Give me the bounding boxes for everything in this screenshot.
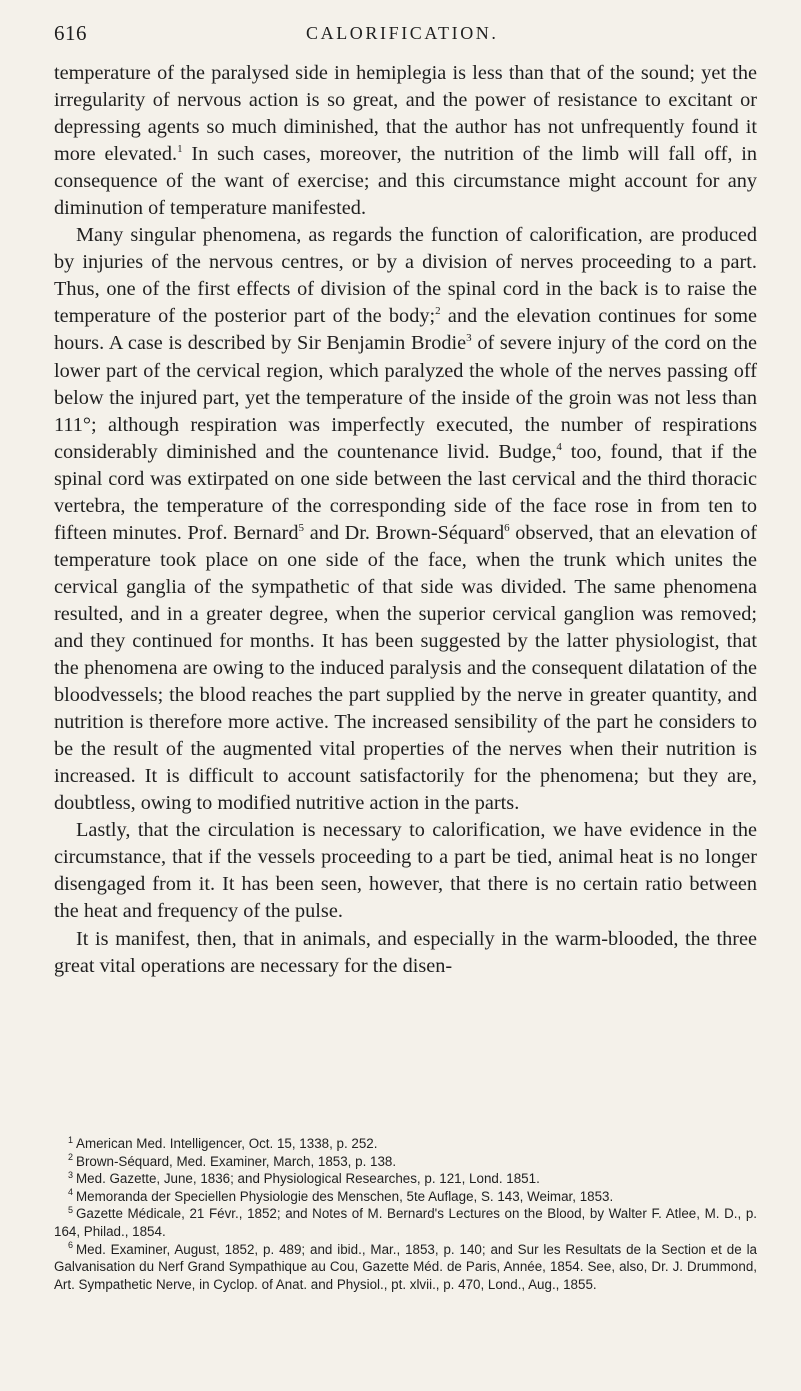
paragraph (54, 222, 757, 817)
running-title: CALORIFICATION. (306, 23, 499, 43)
footnote (54, 1153, 757, 1171)
footnote-reference: 6 (504, 522, 510, 535)
paragraph (54, 817, 757, 925)
footnote-reference: 4 (556, 440, 562, 453)
footnote-text: Brown-Séquard, Med. Examiner, March, 1853, p. 138. (76, 1153, 397, 1169)
text-segment: Many singular phenomena, as regards the function of calorification, are produced by injuries of the nervous centres, or by a division of nerves proceeding to a part. Thus, one of the first effects of division of the spinal cord in the back is to raise the temperature of the posterior part of the body; (54, 224, 757, 328)
footnote-number: 6 (68, 1240, 74, 1251)
footnote (54, 1188, 757, 1206)
footnote-reference: 5 (298, 522, 305, 535)
text-segment: too, found, that if the spinal cord was extirpated on one side between the last cervical and the third thoracic vertebra, the temperature of the corresponding side of the face rose in from ten to fifteen minutes. Prof. Bernard (54, 440, 757, 544)
footnote-text: American Med. Intelligencer, Oct. 15, 1338, p. 252. (76, 1136, 378, 1151)
text-segment: It is manifest, then, that in animals, and especially in the warm-blooded, the three great vital operations are necessary for the disen- (54, 927, 757, 977)
footnote-text: Med. Gazette, June, 1836; and Physiological Researches, p. 121, Lond. 1851. (76, 1171, 540, 1187)
text-segment: and the elevation continues for some hours. A case is described by Sir Benjamin Brodie (54, 305, 757, 355)
footnote (54, 1205, 757, 1240)
footnote-number: 2 (68, 1152, 74, 1163)
text-segment: of severe injury of the cord on the lower part of the cervical region, which paralyzed the whole of the nerves passing off below the injured part, yet the temperature of the inside of the groin was not less than 111°; although respiration was imperfectly executed, the number of respirations considerably diminished and the countenance livid. Budge, (54, 332, 757, 463)
footnote (54, 1170, 757, 1188)
paragraph (54, 60, 757, 222)
running-head (54, 17, 757, 49)
footnotes (54, 1135, 757, 1293)
footnote-number: 4 (68, 1187, 74, 1198)
footnote-reference: 3 (466, 332, 472, 345)
footnote-text: Memoranda der Speciellen Physiologie des Menschen, 5te Auflage, S. 143, Weimar, 1853. (76, 1188, 614, 1204)
footnote-number: 1 (68, 1134, 74, 1145)
text-segment: temperature of the paralysed side in hemiplegia is less than that of the sound; yet the irregularity of nervous action is so great, and the power of resistance to excitant or depressing agents so much diminished, that the author has not unfrequently found it more elevated. (54, 62, 757, 166)
text-segment: and Dr. Brown-Séquard (304, 521, 505, 544)
footnote-number: 3 (68, 1169, 74, 1180)
footnote-text: Gazette Médicale, 21 Févr., 1852; and Notes of M. Bernard's Lectures on the Blood, by Walter F. Atlee, M. D., p. 164, Philad., 1854. (54, 1206, 757, 1239)
footnote-reference: 1 (177, 143, 183, 156)
page-number: 616 (54, 21, 87, 45)
text-segment: observed, that an elevation of temperature took place on one side of the face, when the trunk which unites the cervical ganglia of the sympathetic of that side was divided. The same phenomena resulted, and in a greater degree, when the superior cervical ganglion was removed; and they continued for months. It has been suggested by the latter physiologist, that the phenomena are owing to the induced paralysis and the consequent dilatation of the bloodvessels; the blood reaches the part supplied by the nerve in greater quantity, and nutrition is therefore more active. The increased sensibility of the part he considers to be the result of the augmented vital properties of the nerves when their nutrition is increased. It is difficult to account satisfactorily for the phenomena; but they are, doubtless, owing to modified nutritive action in the parts. (54, 521, 757, 815)
footnote-text: Med. Examiner, August, 1852, p. 489; and ibid., Mar., 1853, p. 140; and Sur les Resultats de la Section et de la Galvanisation du Nerf Grand Sympathique au Cou, Gazette Méd. de Paris, Année, 1854. See, also, Dr. J. Drummond, Art. Sympathetic Nerve, in Cyclop. of Anat. and Physiol., pt. xlvii., p. 470, Lond., Aug., 1855. (54, 1241, 757, 1292)
footnote-reference: 2 (435, 305, 441, 318)
body-text (54, 60, 757, 980)
footnote-number: 5 (68, 1204, 74, 1215)
footnote (54, 1241, 757, 1294)
paragraph (54, 926, 757, 980)
text-segment: Lastly, that the circulation is necessary to calorification, we have evidence in the circumstance, that if the vessels proceeding to a part be tied, animal heat is no longer disengaged from it. It has been seen, however, that there is no certain ratio between the heat and frequency of the pulse. (54, 819, 757, 923)
book-page (54, 0, 757, 1391)
text-segment: In such cases, moreover, the nutrition of the limb will fall off, in consequence of the want of exercise; and this circumstance might account for any diminution of temperature manifested. (54, 143, 757, 220)
footnote (54, 1135, 757, 1153)
